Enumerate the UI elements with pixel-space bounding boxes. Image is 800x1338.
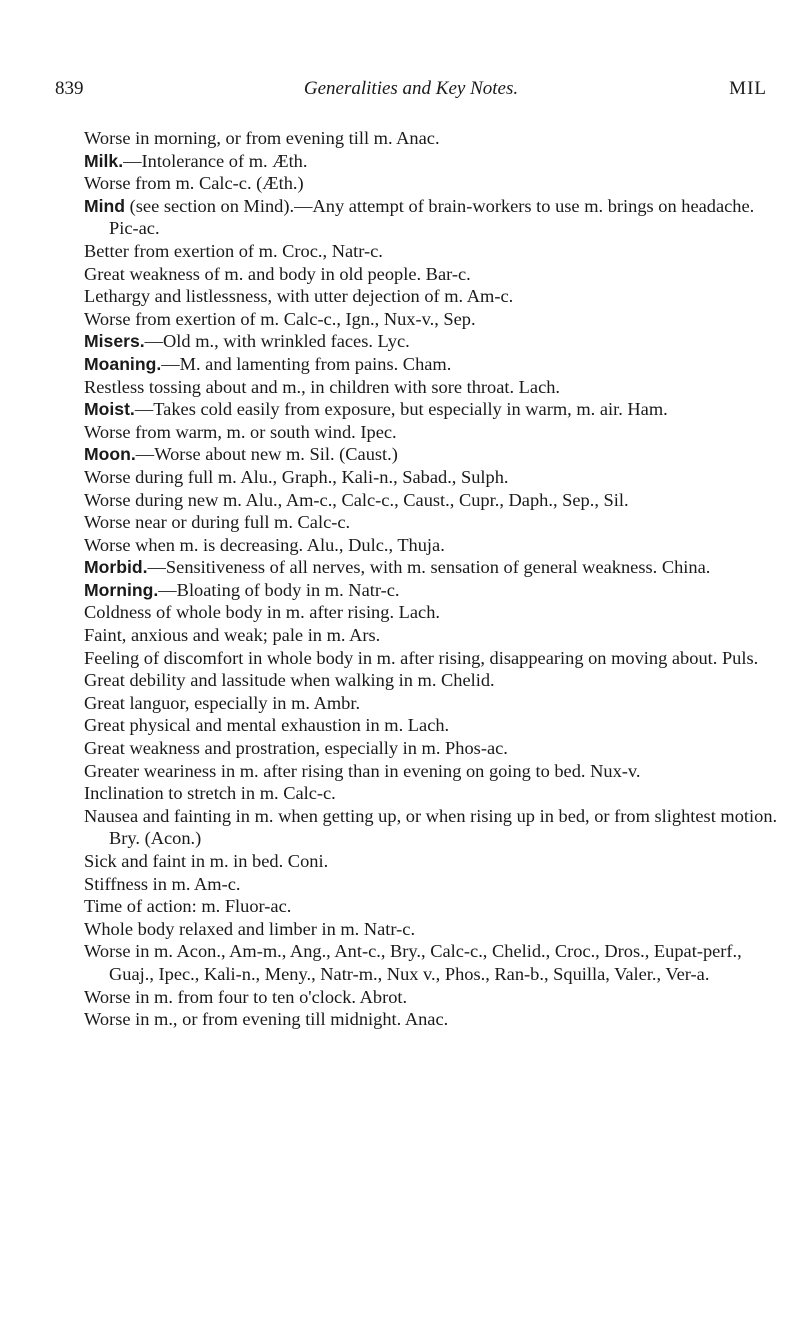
entry — [84, 172, 784, 195]
entry-text: Nausea and fainting in m. when getting up, or when rising up in bed, or from slightest motion. Bry. (Acon.) — [84, 805, 778, 849]
entry-text: —M. and lamenting from pains. Cham. — [161, 353, 452, 374]
entry — [84, 150, 784, 173]
entry-text: Lethargy and listlessness, with utter dejection of m. Am-c. — [84, 286, 514, 307]
entry-text: Great languor, especially in m. Ambr. — [84, 692, 361, 713]
entry — [84, 624, 784, 647]
entry — [84, 760, 784, 783]
entry-text: Faint, anxious and weak; pale in m. Ars. — [84, 625, 381, 646]
entry — [84, 263, 784, 286]
entry-text: Worse in m. Acon., Am-m., Ang., Ant-c., Bry., Calc-c., Chelid., Croc., Dros., Eupat-perf., Guaj., Ipec., Kali-n., Meny., Natr-m., Nux v., Phos., Ran-b., Squilla, Valer., Ver-a. — [84, 941, 742, 984]
entry — [84, 240, 784, 263]
entry-text: Restless tossing about and m., in children with sore throat. Lach. — [84, 376, 561, 397]
entry — [84, 647, 784, 670]
entry-text: Worse when m. is decreasing. Alu., Dulc., Thuja. — [84, 534, 445, 555]
entry — [84, 353, 784, 376]
entry — [84, 466, 784, 489]
entry-text: Worse from exertion of m. Calc-c., Ign., Nux-v., Sep. — [84, 308, 476, 329]
entry-text: Great weakness and prostration, especially in m. Phos-ac. — [84, 738, 508, 759]
section-key: MIL — [729, 78, 767, 99]
entry-text: Greater weariness in m. after rising than in evening on going to bed. Nux-v. — [84, 760, 641, 781]
entry — [84, 330, 784, 353]
entry-text: Great debility and lassitude when walking in m. Chelid. — [84, 670, 495, 691]
entry-text: Whole body relaxed and limber in m. Natr-c. — [84, 918, 416, 939]
entry-text: Worse in m., or from evening till midnight. Anac. — [84, 1009, 449, 1030]
entry-text: Great weakness of m. and body in old people. Bar-c. — [84, 263, 471, 284]
entry-headword: Moon. — [84, 444, 136, 465]
entry — [84, 895, 784, 918]
entry — [84, 782, 784, 805]
entry-text: —Bloating of body in m. Natr-c. — [158, 579, 400, 600]
entry-text: —Takes cold easily from exposure, but especially in warm, m. air. Ham. — [134, 399, 668, 420]
entry — [84, 127, 784, 150]
entry-text: Stiffness in m. Am-c. — [84, 873, 241, 894]
entry-text: Worse from warm, m. or south wind. Ipec. — [84, 421, 397, 442]
entry-text: —Sensitiveness of all nerves, with m. sensation of general weakness. China. — [147, 557, 711, 578]
entry — [84, 421, 784, 444]
entry — [84, 918, 784, 941]
entry — [84, 850, 784, 873]
entry-headword: Morbid. — [84, 557, 148, 578]
entry — [84, 805, 784, 850]
entry-headword: Milk. — [84, 150, 124, 171]
entry-text: Sick and faint in m. in bed. Coni. — [84, 851, 329, 871]
entry-headword: Moaning. — [84, 353, 162, 374]
entry — [84, 579, 784, 602]
entry — [84, 398, 784, 421]
entry-text: Worse during full m. Alu., Graph., Kali-n., Sabad., Sulph. — [84, 466, 509, 487]
entry — [84, 443, 784, 466]
entry-text: Worse in m. from four to ten o'clock. Abrot. — [84, 986, 408, 1007]
entry-text: Worse in morning, or from evening till m. Anac. — [84, 128, 440, 148]
entry — [84, 489, 784, 512]
entry-headword: Morning. — [84, 579, 159, 600]
entry-headword: Misers. — [84, 331, 145, 352]
entry — [84, 308, 784, 331]
entry — [84, 511, 784, 534]
entry-text: —Old m., with wrinkled faces. Lyc. — [144, 331, 410, 352]
entry — [84, 873, 784, 896]
entry-headword: Moist. — [84, 399, 135, 420]
entry — [84, 556, 784, 579]
entry — [84, 534, 784, 557]
entry — [84, 1008, 784, 1031]
entry — [84, 986, 784, 1009]
entry — [84, 376, 784, 399]
page-number: 839 — [55, 78, 84, 99]
entry-text: Inclination to stretch in m. Calc-c. — [84, 783, 336, 804]
entry — [84, 669, 784, 692]
entry-list — [84, 127, 784, 1031]
entry — [84, 692, 784, 715]
entry-text: —Worse about new m. Sil. (Caust.) — [135, 444, 398, 465]
entry — [84, 195, 784, 240]
entry-headword: Mind — [84, 195, 126, 216]
entry-text: Great physical and mental exhaustion in m. Lach. — [84, 715, 450, 736]
entry — [84, 601, 784, 624]
entry-text: Coldness of whole body in m. after rising. Lach. — [84, 602, 440, 623]
entry-text: Time of action: m. Fluor-ac. — [84, 896, 292, 917]
entry-text: Better from exertion of m. Croc., Natr-c. — [84, 240, 383, 261]
entry-text: (see section on Mind).—Any attempt of brain-workers to use m. brings on headache. Pic-ac. — [109, 195, 755, 239]
entry-text: —Intolerance of m. Æth. — [123, 150, 308, 171]
entry-text: Worse from m. Calc-c. (Æth.) — [84, 173, 304, 194]
entry-text: Worse during new m. Alu., Am-c., Calc-c., Caust., Cupr., Daph., Sep., Sil. — [84, 489, 629, 510]
entry-text: Worse near or during full m. Calc-c. — [84, 512, 351, 533]
entry — [84, 940, 784, 985]
page-header — [55, 78, 767, 108]
entry — [84, 737, 784, 760]
entry — [84, 285, 784, 308]
entry — [84, 714, 784, 737]
running-title: Generalities and Key Notes. — [303, 78, 519, 99]
entry-text: Feeling of discomfort in whole body in m. after rising, disappearing on moving about. Puls. — [84, 647, 759, 668]
